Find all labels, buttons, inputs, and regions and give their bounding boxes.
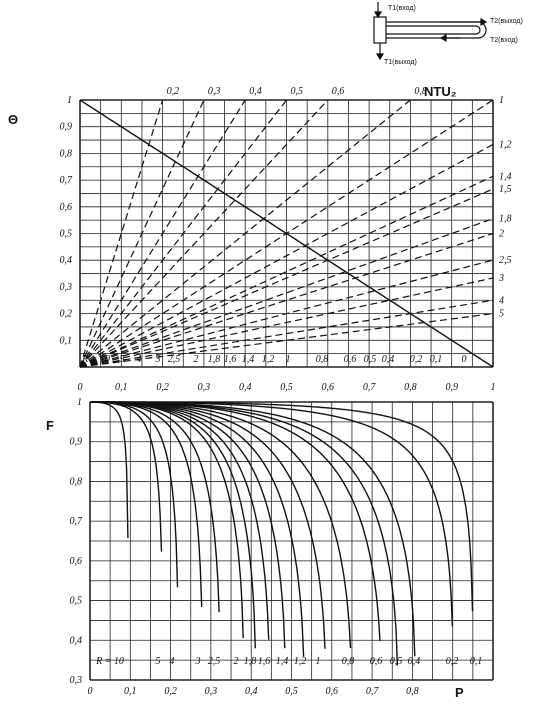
- theta-r-label: 1,8: [207, 354, 221, 365]
- f-r-label: R = 10: [96, 656, 124, 667]
- ntu-label: 0,3: [207, 86, 221, 97]
- theta-r-label: 1,6: [223, 354, 237, 365]
- theta-r-label: 0: [461, 354, 467, 365]
- theta-r-label: 0,4: [381, 354, 395, 365]
- theta-r-label: R = 10: [82, 354, 110, 365]
- f-r-label: 1,8: [243, 656, 257, 667]
- f-r-label: 2: [233, 656, 239, 667]
- f-curve-r-0: [90, 402, 128, 538]
- ntu-label: 4: [499, 295, 504, 307]
- theta-x-tick: 0,9: [445, 382, 458, 393]
- f-axis-label: F: [46, 418, 54, 433]
- theta-x-tick: 0,8: [404, 382, 417, 393]
- theta-r-label: 0,6: [343, 354, 357, 365]
- theta-axis-label: Θ: [8, 112, 19, 127]
- ntu-title: NTU₂: [424, 84, 457, 99]
- f-r-label: 1: [315, 656, 321, 667]
- f-x-tick: 0,4: [244, 686, 258, 697]
- f-r-label: 1,6: [257, 656, 271, 667]
- p-axis-label: P: [455, 685, 464, 700]
- f-y-tick: 0,7: [69, 516, 82, 528]
- f-x-tick: 0,1: [124, 686, 137, 697]
- theta-r-label: 0,1: [429, 354, 443, 365]
- f-r-label: 5: [155, 656, 161, 667]
- f-r-label: 0,1: [469, 656, 483, 667]
- f-y-tick: 0,9: [69, 436, 82, 448]
- f-x-tick: 0,8: [406, 686, 419, 697]
- theta-x-tick: 0,6: [321, 382, 335, 393]
- f-r-label: 0,4: [407, 656, 421, 667]
- theta-chart: [8, 84, 512, 393]
- f-r-label: 0,8: [341, 656, 355, 667]
- f-r-label: 0,5: [389, 656, 403, 667]
- f-r-label: 0,2: [445, 656, 459, 667]
- theta-r-label: 2: [193, 354, 199, 365]
- f-x-tick: 0,5: [285, 686, 298, 697]
- f-r-label: 1,2: [293, 656, 307, 667]
- theta-r-label: 3: [155, 354, 161, 365]
- theta-x-tick: 0,5: [280, 382, 293, 393]
- theta-y-tick: 0,6: [59, 201, 72, 213]
- theta-x-tick: 0,2: [156, 382, 169, 393]
- f-x-tick: 0: [87, 686, 93, 697]
- f-curve-r-8: [90, 402, 284, 648]
- theta-y-tick: 0,2: [59, 308, 72, 320]
- ntu-label: 0,2: [166, 86, 180, 97]
- f-r-label: 3: [195, 656, 201, 667]
- theta-y-tick: 0,7: [59, 175, 72, 187]
- f-x-tick: 0,3: [204, 686, 218, 697]
- f-y-tick: 0,6: [69, 555, 82, 567]
- f-y-tick: 0,4: [69, 635, 82, 647]
- theta-x-tick: 0: [77, 382, 83, 393]
- f-curve-r-5: [90, 402, 243, 638]
- ntu-label: 2: [499, 228, 504, 240]
- ntu-label: 5: [499, 308, 504, 320]
- ntu-label: 1,8: [499, 213, 512, 225]
- ntu-label: 3: [499, 273, 504, 284]
- f-y-tick: 0,8: [69, 476, 82, 488]
- ntu-label: 0,5: [290, 86, 303, 97]
- theta-r-label: 0,5: [363, 354, 377, 365]
- theta-r-label: 4: [136, 354, 142, 365]
- f-x-tick: 0,7: [365, 686, 379, 697]
- f-y-tick: 0,5: [69, 595, 82, 607]
- theta-y-tick: 0,3: [59, 281, 72, 293]
- ntu-label: 1,4: [499, 171, 512, 183]
- ntu-label: 1,2: [499, 139, 512, 151]
- theta-y-tick: 0,4: [59, 255, 72, 267]
- f-y-tick: 0,3: [69, 675, 82, 686]
- f-chart: [46, 397, 493, 700]
- f-curve-r-10: [90, 402, 325, 649]
- theta-r-label: 2,5: [167, 354, 181, 365]
- theta-y-tick: 0,8: [59, 148, 72, 160]
- f-r-label: 4: [169, 656, 175, 667]
- theta-r-label: 5: [119, 354, 125, 365]
- f-r-label: 2,5: [207, 656, 221, 667]
- ntu-label: 2,5: [499, 255, 512, 267]
- theta-r-label: 1,4: [241, 354, 255, 365]
- f-x-tick: 0,6: [325, 686, 339, 697]
- f-r-label: 0,6: [369, 656, 383, 667]
- theta-y-tick: 1: [67, 95, 72, 106]
- scheme-label-t2-out: T2(выход): [490, 18, 523, 25]
- theta-r-label: 0,8: [315, 354, 329, 365]
- scheme-label-t2-in: T2(вход): [490, 37, 518, 44]
- ntu-label: 0,4: [249, 86, 262, 97]
- theta-y-tick: 0,1: [59, 335, 72, 347]
- theta-r-label: 0,2: [409, 354, 423, 365]
- scheme-label-t1-out: T1(выход): [384, 59, 417, 66]
- theta-x-tick: 0,1: [115, 382, 128, 393]
- f-curve-r-2: [90, 402, 177, 587]
- ntu-label: 1,5: [499, 184, 512, 195]
- f-y-tick: 1: [77, 397, 82, 408]
- theta-x-tick: 1: [490, 382, 496, 393]
- f-curve-r-16: [90, 402, 472, 611]
- theta-x-tick: 0,4: [238, 382, 252, 393]
- theta-x-tick: 0,3: [197, 382, 211, 393]
- theta-r-label: 1: [285, 354, 291, 365]
- ntu-label: 0,8: [414, 86, 427, 97]
- theta-y-tick: 0,9: [59, 121, 72, 133]
- f-x-tick: 0,2: [164, 686, 177, 697]
- theta-y-tick: 0,5: [59, 228, 72, 240]
- f-curve-r-14: [90, 402, 414, 656]
- ntu-label: 0,6: [331, 86, 345, 97]
- ntu-label: 1: [499, 95, 504, 106]
- theta-r-label: 1,2: [261, 354, 275, 365]
- scheme-label-t1-in: T1(вход): [388, 5, 416, 12]
- theta-x-tick: 0,7: [362, 382, 376, 393]
- f-r-label: 1,4: [275, 656, 289, 667]
